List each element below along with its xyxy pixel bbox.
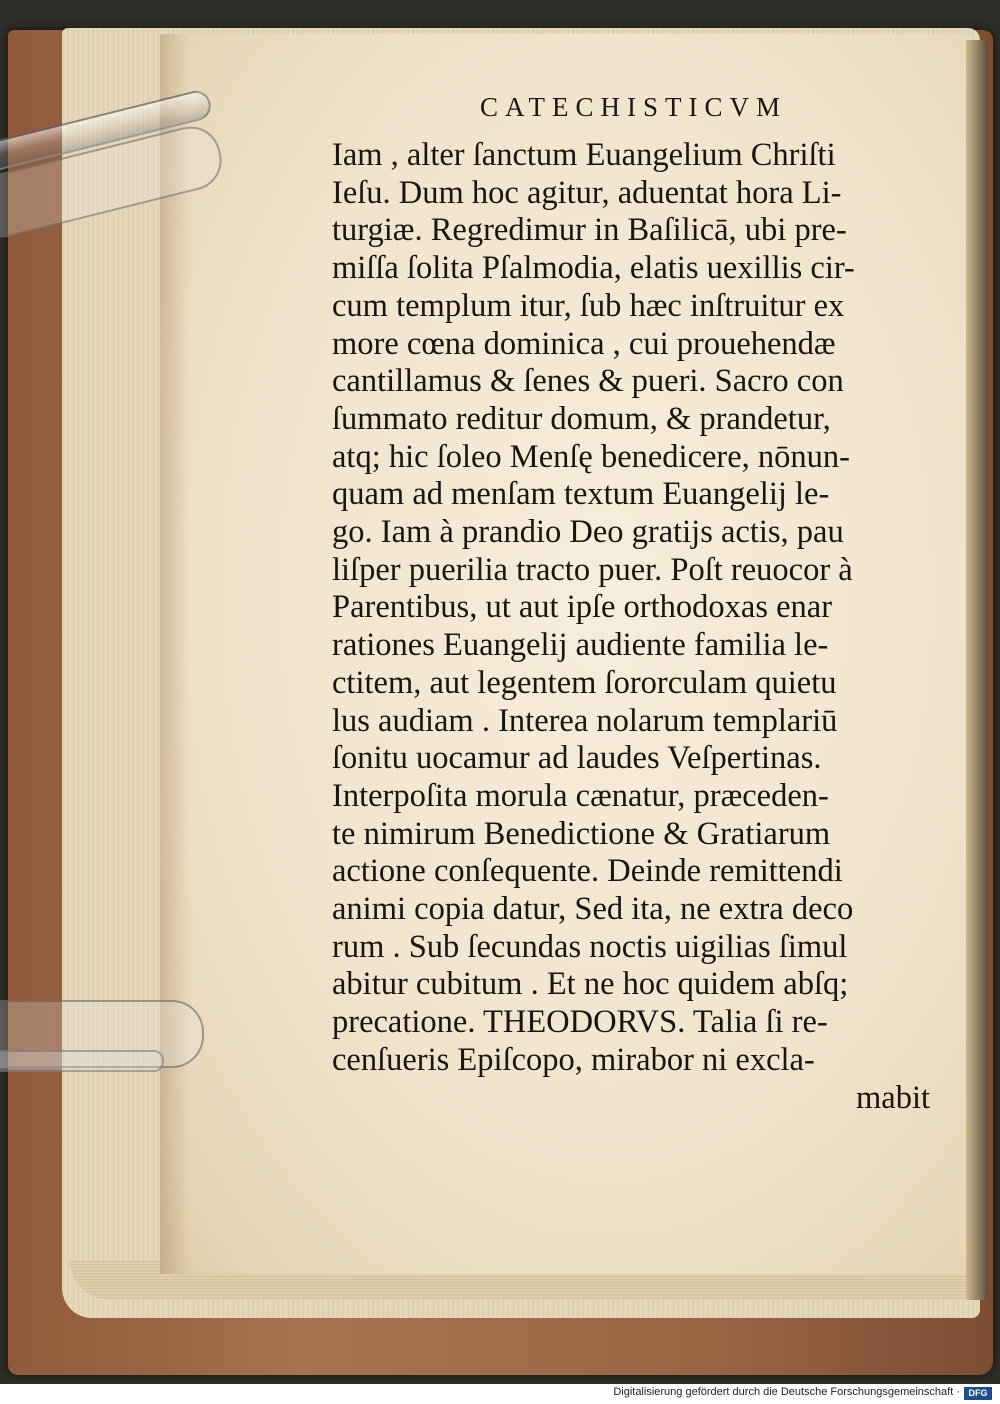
text-line: cenſueris Epiſcopo, mirabor ni excla- bbox=[332, 1041, 815, 1078]
text-line: abitur cubitum . Et ne hoc quidem abſq; bbox=[332, 966, 849, 1003]
text-line: lus audiam . Interea nolarum templariū bbox=[332, 702, 838, 739]
text-line: cum templum itur, ſub hæc inſtruitur ex bbox=[332, 287, 845, 324]
text-line: quam ad menſam textum Euangelij le- bbox=[332, 476, 830, 513]
page-text-block bbox=[332, 137, 942, 1117]
text-line: actione conſequente. Deinde remittendi bbox=[332, 853, 843, 890]
text-line: precatione. THEODORVS. Talia ſi re- bbox=[332, 1004, 828, 1041]
dfg-logo-icon: DFG bbox=[964, 1387, 992, 1400]
glass-clamp-bottom-bar-icon bbox=[0, 1050, 164, 1072]
text-line: liſper puerilia tracto puer. Poſt reuocor à bbox=[332, 551, 853, 588]
text-line: rationes Euangelij audiente familia le- bbox=[332, 627, 829, 664]
text-line: ſonitu uocamur ad laudes Veſpertinas. bbox=[332, 740, 822, 777]
digitization-footer bbox=[0, 1384, 1000, 1404]
text-line: Ieſu. Dum hoc agitur, aduentat hora Li- bbox=[332, 174, 842, 211]
text-line: go. Iam à prandio Deo gratijs actis, pau bbox=[332, 514, 844, 551]
text-line: ſummato reditur domum, & prandetur, bbox=[332, 400, 831, 437]
text-line: rum . Sub ſecundas noctis uigilias ſimul bbox=[332, 928, 848, 965]
text-line: Parentibus, ut aut ipſe orthodoxas enar bbox=[332, 589, 833, 626]
text-line: atq; hic ſoleo Menſę benedicere, nōnun- bbox=[332, 438, 851, 475]
text-line: ctitem, aut legentem ſororculam quietu bbox=[332, 664, 837, 701]
running-title: CATECHISTICVM bbox=[480, 92, 788, 122]
text-line: turgiæ. Regredimur in Baſilicā, ubi pre- bbox=[332, 212, 847, 249]
digitization-note: Digitalisierung gefördert durch die Deutsche Forschungsgemeinschaft · bbox=[613, 1386, 960, 1398]
text-line: animi copia datur, Sed ita, ne extra deco bbox=[332, 891, 854, 928]
text-line: te nimirum Benedictione & Gratiarum bbox=[332, 815, 831, 852]
catchword: mabit bbox=[855, 1079, 930, 1116]
text-line: Interpoſita morula cænatur, præceden- bbox=[332, 777, 829, 814]
text-line: Iam , alter ſanctum Euangelium Chriſti bbox=[332, 137, 836, 173]
page-gutter-shadow bbox=[160, 34, 190, 1274]
text-line: cantillamus & ſenes & pueri. Sacro con bbox=[332, 363, 844, 400]
text-line: miſſa ſolita Pſalmodia, elatis uexillis cir- bbox=[332, 250, 855, 287]
text-line: more cœna dominica , cui prouehendæ bbox=[332, 325, 836, 362]
page-right-edge bbox=[966, 40, 988, 1300]
